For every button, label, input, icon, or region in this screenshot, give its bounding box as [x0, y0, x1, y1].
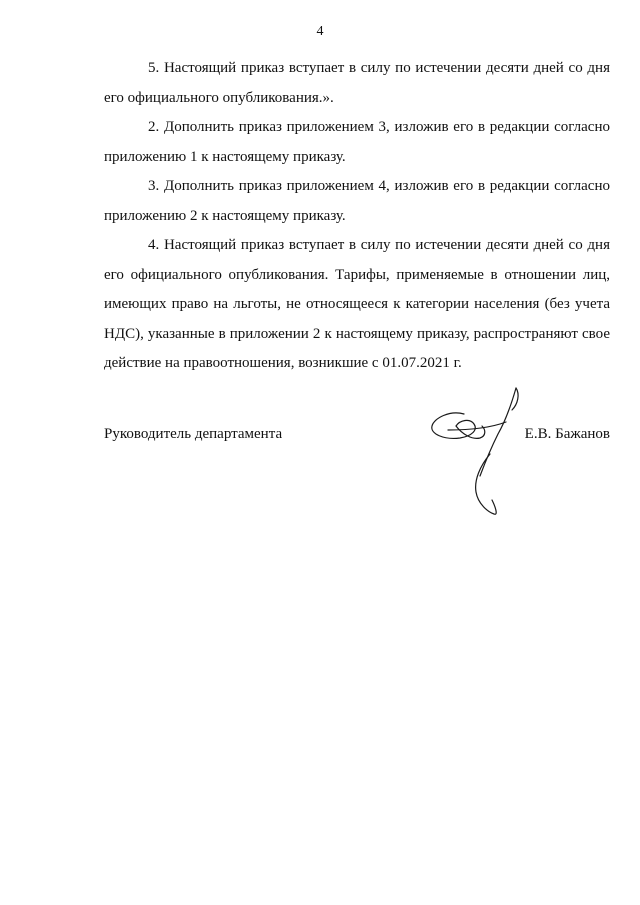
document-body: [104, 54, 610, 379]
paragraph-item-2: 2. Дополнить приказ приложением 3, изложив его в редакции согласно приложению 1 к настоящему приказу.: [104, 119, 610, 165]
paragraph-item-4: 4. Настоящий приказ вступает в силу по истечении десяти дней со дня его официального опубликования. Тарифы, применяемые в отношении лиц, имеющих право на льготы, не относящееся к категории населения (без учета НДС), указанные в приложении 2 к настоящему приказу, распространяют свое действие на правоотношения, возникшие с 01.07.2021 г.: [104, 237, 610, 371]
page-number: 4: [316, 24, 324, 39]
paragraph-item-3: 3. Дополнить приказ приложением 4, изложив его в редакции согласно приложению 2 к настоящему приказу.: [104, 178, 610, 224]
signatory-name: Е.В. Бажанов: [524, 426, 610, 442]
signatory-position: Руководитель департамента: [104, 426, 283, 442]
paragraph-item-5: 5. Настоящий приказ вступает в силу по истечении десяти дней со дня его официального опубликования.».: [104, 60, 610, 106]
signature-block: [104, 426, 610, 448]
handwritten-signature: [420, 380, 530, 520]
